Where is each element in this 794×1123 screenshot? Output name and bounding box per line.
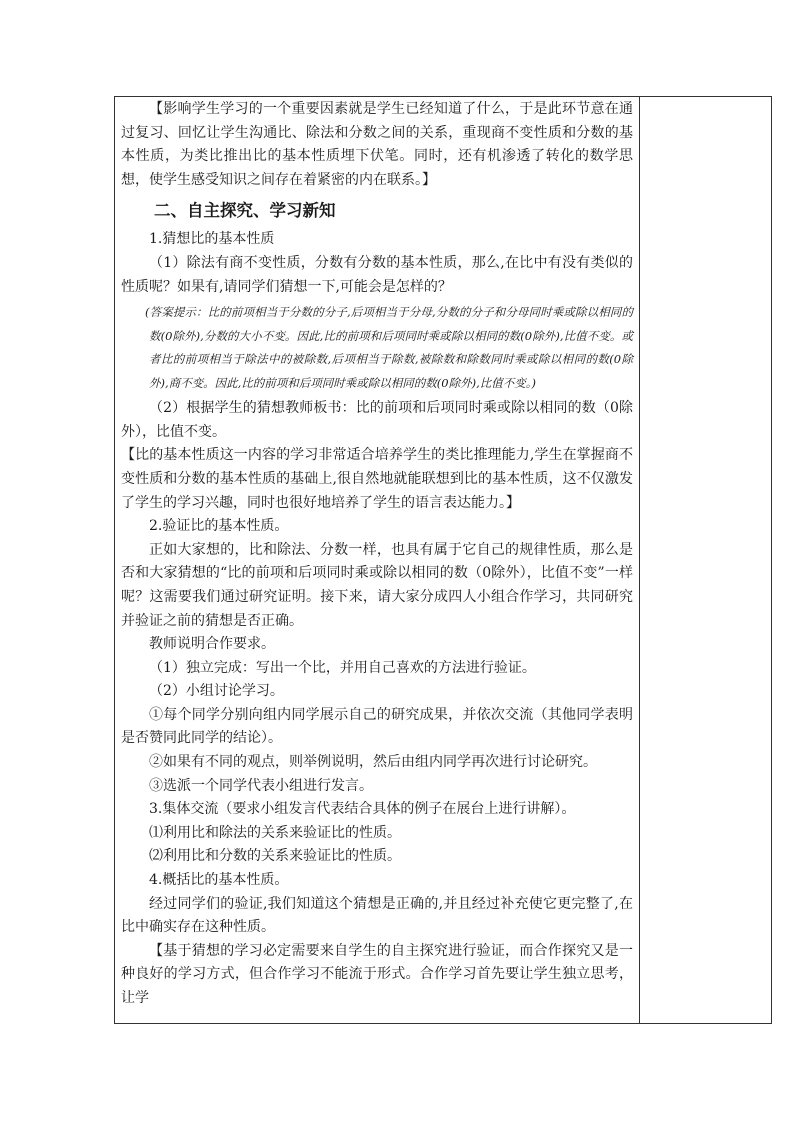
step2-requirement-2: （2）小组讨论学习。 [149, 683, 284, 700]
step2-heading: 2.验证比的基本性质。 [149, 518, 289, 535]
step3-item-1: ⑴利用比和除法的关系来验证比的性质。 [149, 824, 401, 841]
notes-cell [640, 97, 772, 1024]
design-comment-1: 【影响学生学习的一个重要因素就是学生已经知道了什么，于是此环节意在通过复习、回忆让学生沟通比、除法和分数之间的关系，重现商不变性质和分数的基本性质，为类比推出比的基本性质埋下伏笔。同时，还有机渗透了转化的数学思想，使学生感受知识之间存在着紧密的内在联系。】 [121, 101, 633, 188]
step2-circle-1: ①每个同学分别向组内同学展示自己的研究成果，并依次交流（其他同学表明是否赞同此同学的结论）。 [121, 706, 633, 747]
step2-text: 正如大家想的，比和除法、分数一样，也具有属于它自己的规律性质，那么是否和大家猜想的“比的前项和后项同时乘或除以相同的数（0除外），比值不变”一样呢？这需要我们通过研究证明。接下来，请大家分成四人小组合作学习，共同研究并验证之前的猜想是否正确。 [121, 541, 633, 629]
step4-text: 经过同学们的验证,我们知道这个猜想是正确的,并且经过补充使它更完整了,在比中确实存在这种性质。 [121, 895, 633, 936]
step1-question-2: （2）根据学生的猜想教师板书：比的前项和后项同时乘或除以相同的数（0除外），比值不变。 [121, 400, 633, 440]
step2-circle-2: ②如果有不同的观点，则举例说明，然后由组内同学再次进行讨论研究。 [149, 754, 597, 771]
step3-heading: 3.集体交流（要求小组发言代表结合具体的例子在展台上进行讲解）。 [149, 801, 576, 818]
step3-item-2: ⑵利用比和分数的关系来验证比的性质。 [149, 848, 401, 865]
main-content-cell [115, 97, 640, 1024]
answer-hint-text: (答案提示：比的前项相当于分数的分子,后项相当于分母,分数的分子和分母同时乘或除以相同的数(0除外),分数的大小不变。因此,比的前项和后项同时乘或除以相同的数(0除外),比值不变。或者比的前项相当于除法中的被除数,后项相当于除数,被除数和除数同时乘或除以相同的数(0除外),商不变。因此,比的前项和后项同时乘或除以相同的数(0除外),比值不变。) [145, 305, 633, 390]
step4-heading: 4.概括比的基本性质。 [149, 872, 289, 889]
lesson-plan-table [114, 96, 772, 1024]
answer-hint [121, 301, 633, 395]
lesson-content [115, 97, 639, 1011]
step2-requirement-1: （1）独立完成：写出一个比，并用自己喜欢的方法进行验证。 [149, 659, 536, 676]
step1-question-1: （1）除法有商不变性质，分数有分数的基本性质，那么,在比中有没有类似的性质呢？如果有,请同学们猜想一下,可能会是怎样的？ [121, 254, 633, 295]
step2-circle-3: ③选派一个同学代表小组进行发言。 [149, 777, 373, 794]
step2-requirement: 教师说明合作要求。 [149, 636, 275, 653]
design-comment-3: 【基于猜想的学习必定需要来自学生的自主探究进行验证，而合作探究又是一种良好的学习方式，但合作学习不能流于形式。合作学习首先要让学生独立思考，让学 [121, 942, 633, 1006]
step1-heading: 1.猜想比的基本性质 [149, 231, 275, 248]
design-comment-2: 【比的基本性质这一内容的学习非常适合培养学生的类比推理能力,学生在掌握商不变性质和分数的基本性质的基础上,很自然地就能联想到比的基本性质，这不仅激发了学生的学习兴趣，同时也很好地培养了学生的语言表达能力。】 [121, 447, 633, 511]
section-title: 二、自主探究、学习新知 [154, 201, 336, 221]
